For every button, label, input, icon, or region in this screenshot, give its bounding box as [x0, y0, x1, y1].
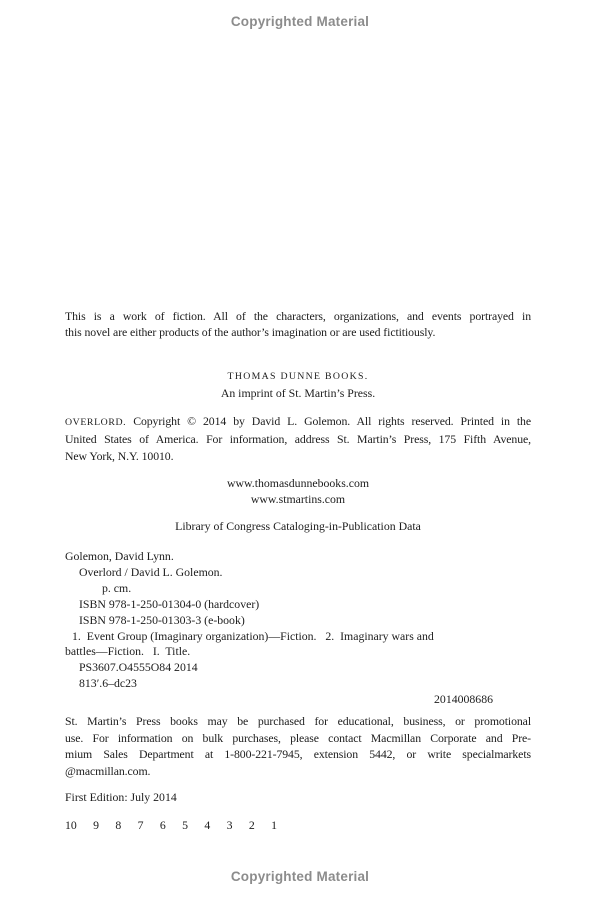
cip-subjects-line2: battles—Fiction. I. Title.: [65, 644, 191, 659]
cip-title-statement: Overlord / David L. Golemon.: [79, 564, 223, 579]
book-title-smallcaps: OVERLORD.: [65, 417, 127, 428]
cip-dewey-number: 813′.6–dc23: [79, 676, 137, 691]
watermark-bottom: Copyrighted Material: [230, 869, 370, 884]
printers-key-numbers: 10 9 8 7 6 5 4 3 2 1: [65, 818, 278, 832]
publisher-name: THOMAS DUNNE BOOKS.: [227, 371, 369, 382]
cip-author: Golemon, David Lynn.: [65, 549, 174, 563]
copyright-line1-rest: Copyright © 2014 by David L. Golemon. All rights reserved. Printed in the: [126, 414, 531, 428]
fiction-disclaimer: [65, 308, 531, 341]
imprint-block: [65, 369, 531, 402]
fiction-disclaimer-line2: this novel are either products of the author’s imagination or are used fictitiously.: [65, 325, 436, 340]
copyright-notice: [65, 413, 531, 464]
imprint-line: An imprint of St. Martin’s Press.: [220, 386, 376, 401]
cip-isbn-hardcover: ISBN 978-1-250-01304-0 (hardcover): [79, 596, 260, 611]
copyright-line2: United States of America. For information, address St. Martin’s Press, 175 Fifth Avenue,: [65, 432, 531, 447]
copyright-line1: [65, 413, 531, 431]
cip-pagination: p. cm.: [102, 580, 132, 595]
cip-lc-classification: PS3607.O4555O84 2014: [79, 660, 198, 675]
sales-line2: use. For information on bulk purchases, please contact Macmillan Corporate and Pre-: [65, 730, 531, 745]
copyright-line3: New York, N.Y. 10010.: [65, 448, 174, 463]
publisher-websites: [65, 475, 531, 508]
edition-line: [65, 789, 531, 805]
sales-line3: mium Sales Department at 1-800-221-7945, extension 5442, or write specialmarkets: [65, 747, 531, 762]
edition-line-text: First Edition: July 2014: [65, 790, 177, 804]
cip-catalog-block: [65, 549, 531, 708]
lccn-number: 2014008686: [434, 692, 493, 707]
website-thomasdunnebooks: www.thomasdunnebooks.com: [226, 476, 370, 490]
cip-isbn-ebook: ISBN 978-1-250-01303-3 (e-book): [79, 612, 245, 627]
loc-cip-heading: [65, 518, 531, 534]
sales-line1: St. Martin’s Press books may be purchased for educational, business, or promotional: [65, 714, 531, 728]
sales-line4: @macmillan.com.: [65, 763, 151, 778]
bulk-sales-notice: [65, 713, 531, 779]
printers-key: [65, 817, 531, 833]
website-stmartins: www.stmartins.com: [250, 492, 346, 507]
loc-cip-heading-text: Library of Congress Cataloging-in-Publication Data: [175, 519, 421, 533]
cip-subjects-line1: 1. Event Group (Imaginary organization)—Fiction. 2. Imaginary wars and: [72, 628, 434, 643]
fiction-disclaimer-line1: This is a work of fiction. All of the characters, organizations, and events portrayed in: [65, 309, 531, 323]
watermark-top: Copyrighted Material: [230, 14, 370, 29]
